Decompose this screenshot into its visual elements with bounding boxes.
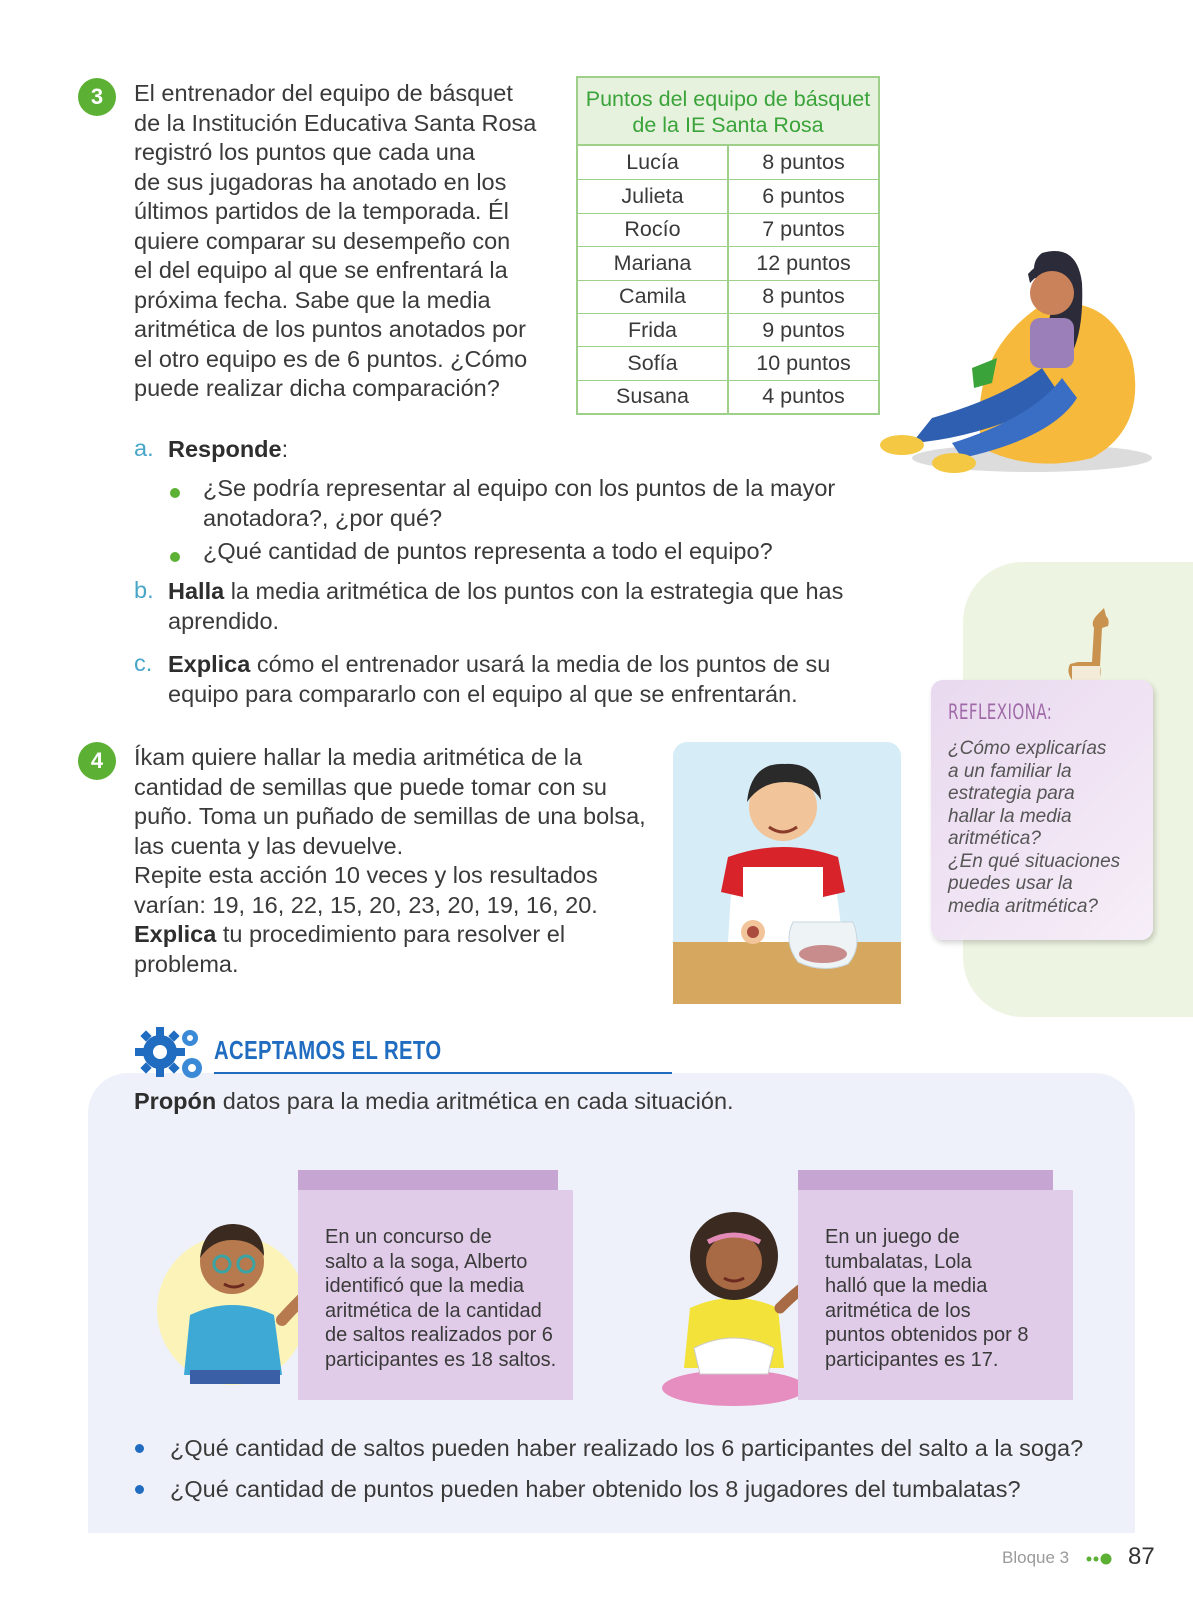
gears-icon: [134, 1022, 210, 1084]
bullet: [170, 488, 180, 498]
problem-number-badge: [78, 742, 116, 780]
table-row: [578, 213, 878, 246]
player-name: Susana: [578, 381, 729, 413]
player-points: 4 puntos: [762, 384, 845, 409]
item-c-letter: c.: [134, 650, 153, 676]
page-number: 87: [1128, 1543, 1155, 1570]
problem-3-text: El entrenador del equipo de básquet de la Institución Educativa Santa Rosa registró los puntos que cada una de sus jugadoras ha anotado en los últimos partidos de la temporada. Él quiere comparar su desempeño con el del equipo al que se enfrentará la próxima fecha. Sabe que la media aritmética de los puntos anotados por el otro equipo es de 6 puntos. ¿Cómo puede realizar dicha comparación?: [134, 80, 537, 401]
item-b-rest: la media aritmética de los puntos con la estrategia que has aprendido.: [168, 578, 844, 634]
player-name: Frida: [578, 314, 729, 346]
footer-block: Bloque 3: [1002, 1548, 1070, 1567]
girl-reading-illustration: [862, 248, 1162, 498]
item-b-letter: b.: [134, 577, 154, 603]
item-c-verb: Explica: [168, 651, 251, 677]
boy-with-seeds-illustration: [673, 742, 901, 1004]
bullet: [135, 1485, 144, 1494]
item-b-verb: Halla: [168, 578, 225, 604]
card-1-tab: [298, 1170, 558, 1192]
item-a-rest: :: [281, 436, 289, 462]
item-a-bullet-1: ¿Se podría representar al equipo con los puntos de la mayor anotadora?, ¿por qué?: [203, 475, 836, 531]
problem-number: 3: [90, 84, 104, 109]
girl-lola-illustration: [650, 1198, 822, 1408]
table-row: [578, 246, 878, 279]
reflexiona-text: ¿Cómo explicarías a un familiar la estrategia para hallar la media aritmética? ¿En qué situaciones puedes usar la media aritmética?: [948, 738, 1121, 917]
problem-number: 4: [90, 748, 104, 773]
item-a-verb: Responde: [168, 436, 282, 462]
item-c-text: [168, 650, 888, 709]
player-name: Sofía: [578, 347, 729, 379]
reto-question-2: ¿Qué cantidad de puntos pueden haber obtenido los 8 jugadores del tumbalatas?: [170, 1476, 1021, 1502]
reto-title: ACEPTAMOS EL RETO: [214, 1035, 442, 1065]
item-c-rest: cómo el entrenador usará la media de los puntos de su equipo para compararlo con el equipo al que se enfrentarán.: [168, 651, 831, 707]
table-row: [578, 280, 878, 313]
player-points: 6 puntos: [762, 184, 845, 209]
table-row: [578, 380, 878, 413]
player-name: Julieta: [578, 180, 729, 212]
bullet: [135, 1444, 144, 1453]
problem-4-verb: Explica: [134, 921, 217, 947]
problem-4-text: [134, 743, 664, 979]
item-a-text: [168, 435, 288, 465]
problem-4-rest: tu procedimiento para resolver el problema.: [134, 921, 566, 977]
player-name: Lucía: [578, 146, 729, 179]
reto-question-1: ¿Qué cantidad de saltos pueden haber realizado los 6 participantes del salto a la soga?: [170, 1435, 1084, 1461]
reto-intro-rest: datos para la media aritmética en cada situación.: [216, 1088, 734, 1114]
table-row: [578, 146, 878, 179]
table-row: [578, 179, 878, 212]
reto-intro: [134, 1087, 1034, 1117]
player-points: 9 puntos: [762, 317, 845, 342]
points-table: [576, 76, 880, 415]
card-2-text: En un juego de tumbalatas, Lola halló que la media aritmética de los puntos obtenidos por 8 participantes es 17.: [825, 1226, 1029, 1371]
table-title: Puntos del equipo de básquet de la IE Santa Rosa: [578, 78, 878, 146]
player-name: Camila: [578, 281, 729, 313]
problem-4-body: Íkam quiere hallar la media aritmética de la cantidad de semillas que puede tomar con su puño. Toma un puñado de semillas de una bolsa, las cuenta y las devuelve. Repite esta acción 10 veces y los resultados varían: 19, 16, 22, 15, 20, 23, 20, 19, 16, 20.: [134, 744, 646, 918]
player-points: 10 puntos: [756, 351, 851, 376]
player-name: Mariana: [578, 247, 729, 279]
reto-title-underline: [214, 1072, 672, 1074]
player-points: 8 puntos: [762, 284, 845, 309]
card-2-tab: [798, 1170, 1053, 1192]
footer-dots-icon: [1086, 1552, 1118, 1566]
item-b-text: [168, 577, 888, 636]
reto-intro-verb: Propón: [134, 1088, 217, 1114]
player-points: 12 puntos: [756, 250, 851, 275]
player-name: Rocío: [578, 214, 729, 246]
problem-number-badge: [78, 78, 116, 116]
table-row: [578, 346, 878, 379]
card-1-text: En un concurso de salto a la soga, Alberto identificó que la media aritmética de la cantidad de saltos realizados por 6 participantes es 18 saltos.: [325, 1226, 557, 1371]
item-a-bullet-2: ¿Qué cantidad de puntos representa a todo el equipo?: [203, 538, 773, 564]
bullet: [170, 552, 180, 562]
player-points: 7 puntos: [762, 217, 845, 242]
reflexiona-title: REFLEXIONA:: [948, 700, 1053, 724]
table-row: [578, 313, 878, 346]
item-a-letter: a.: [134, 435, 154, 461]
player-points: 8 puntos: [762, 150, 845, 175]
